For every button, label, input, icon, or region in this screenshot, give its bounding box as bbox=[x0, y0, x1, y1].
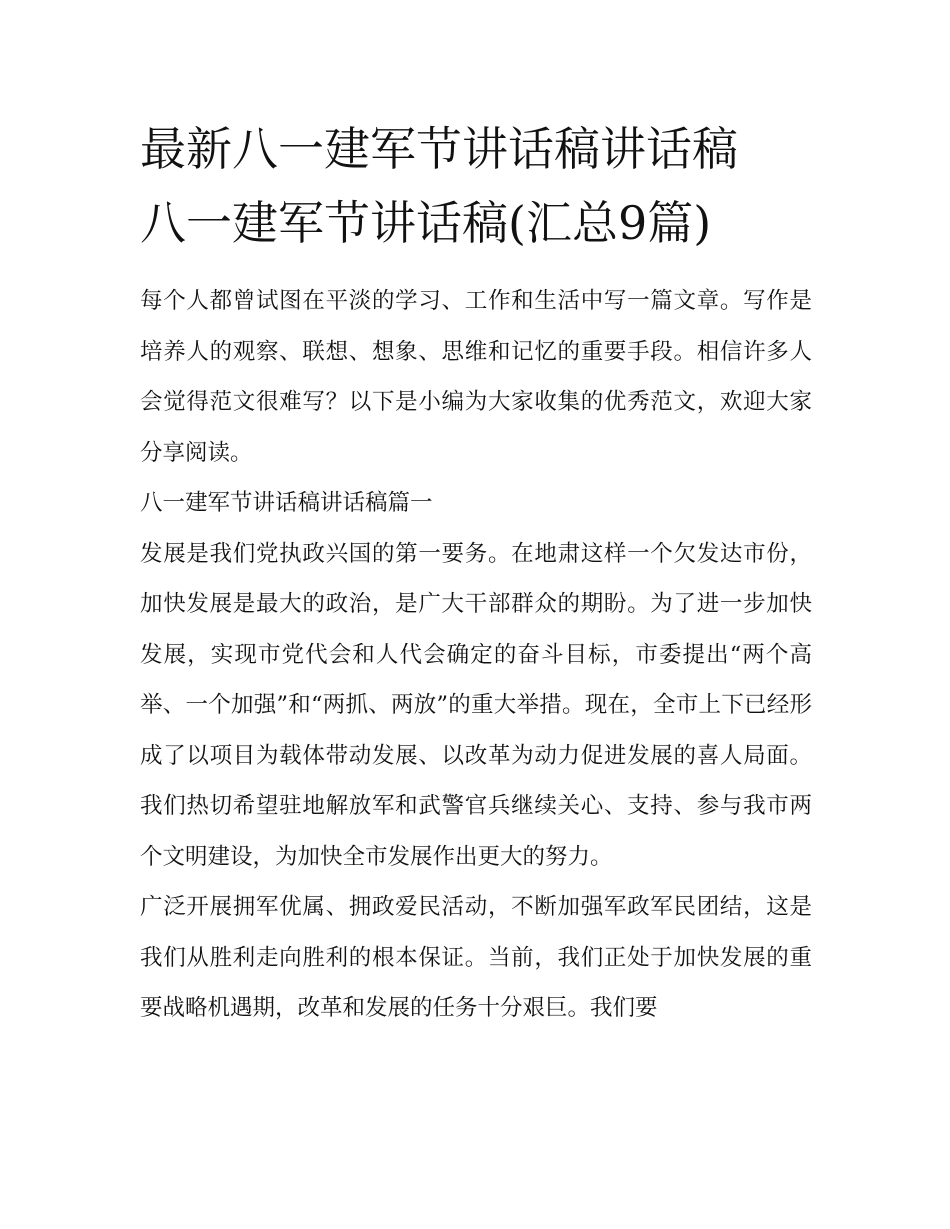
document-title bbox=[140, 112, 820, 260]
intro-paragraph: 每个人都曾试图在平淡的学习、工作和生活中写一篇文章。写作是培养人的观察、联想、想象、思维和记忆的重要手段。相信许多人会觉得范文很难写？以下是小编为大家收集的优秀范文，欢迎大家分享阅读。 bbox=[140, 288, 812, 466]
section-heading: 八一建军节讲话稿讲话稿篇一 bbox=[140, 490, 433, 516]
body-paragraph-1: 发展是我们党执政兴国的第一要务。在地肃这样一个欠发达市份，加快发展是最大的政治，是广大干部群众的期盼。为了进一步加快发展，实现市党代会和人代会确定的奋斗目标，市委提出“两个高举、一个加强”和“两抓、两放”的重大举措。现在，全市上下已经形成了以项目为载体带动发展、以改革为动力促进发展的喜人局面。我们热切希望驻地解放军和武警官兵继续关心、支持、参与我市两个文明建设，为加快全市发展作出更大的努力。 bbox=[140, 540, 812, 870]
title-line-2: 八一建军节讲话稿(汇总9篇) bbox=[140, 196, 712, 250]
document-body bbox=[140, 276, 812, 1134]
body-paragraph-2: 广泛开展拥军优属、拥政爱民活动，不断加强军政军民团结，这是我们从胜利走向胜利的根本保证。当前，我们正处于加快发展的重要战略机遇期，改革和发展的任务十分艰巨。我们要 bbox=[140, 894, 812, 1021]
title-line-1: 最新八一建军节讲话稿讲话稿 bbox=[140, 122, 738, 176]
